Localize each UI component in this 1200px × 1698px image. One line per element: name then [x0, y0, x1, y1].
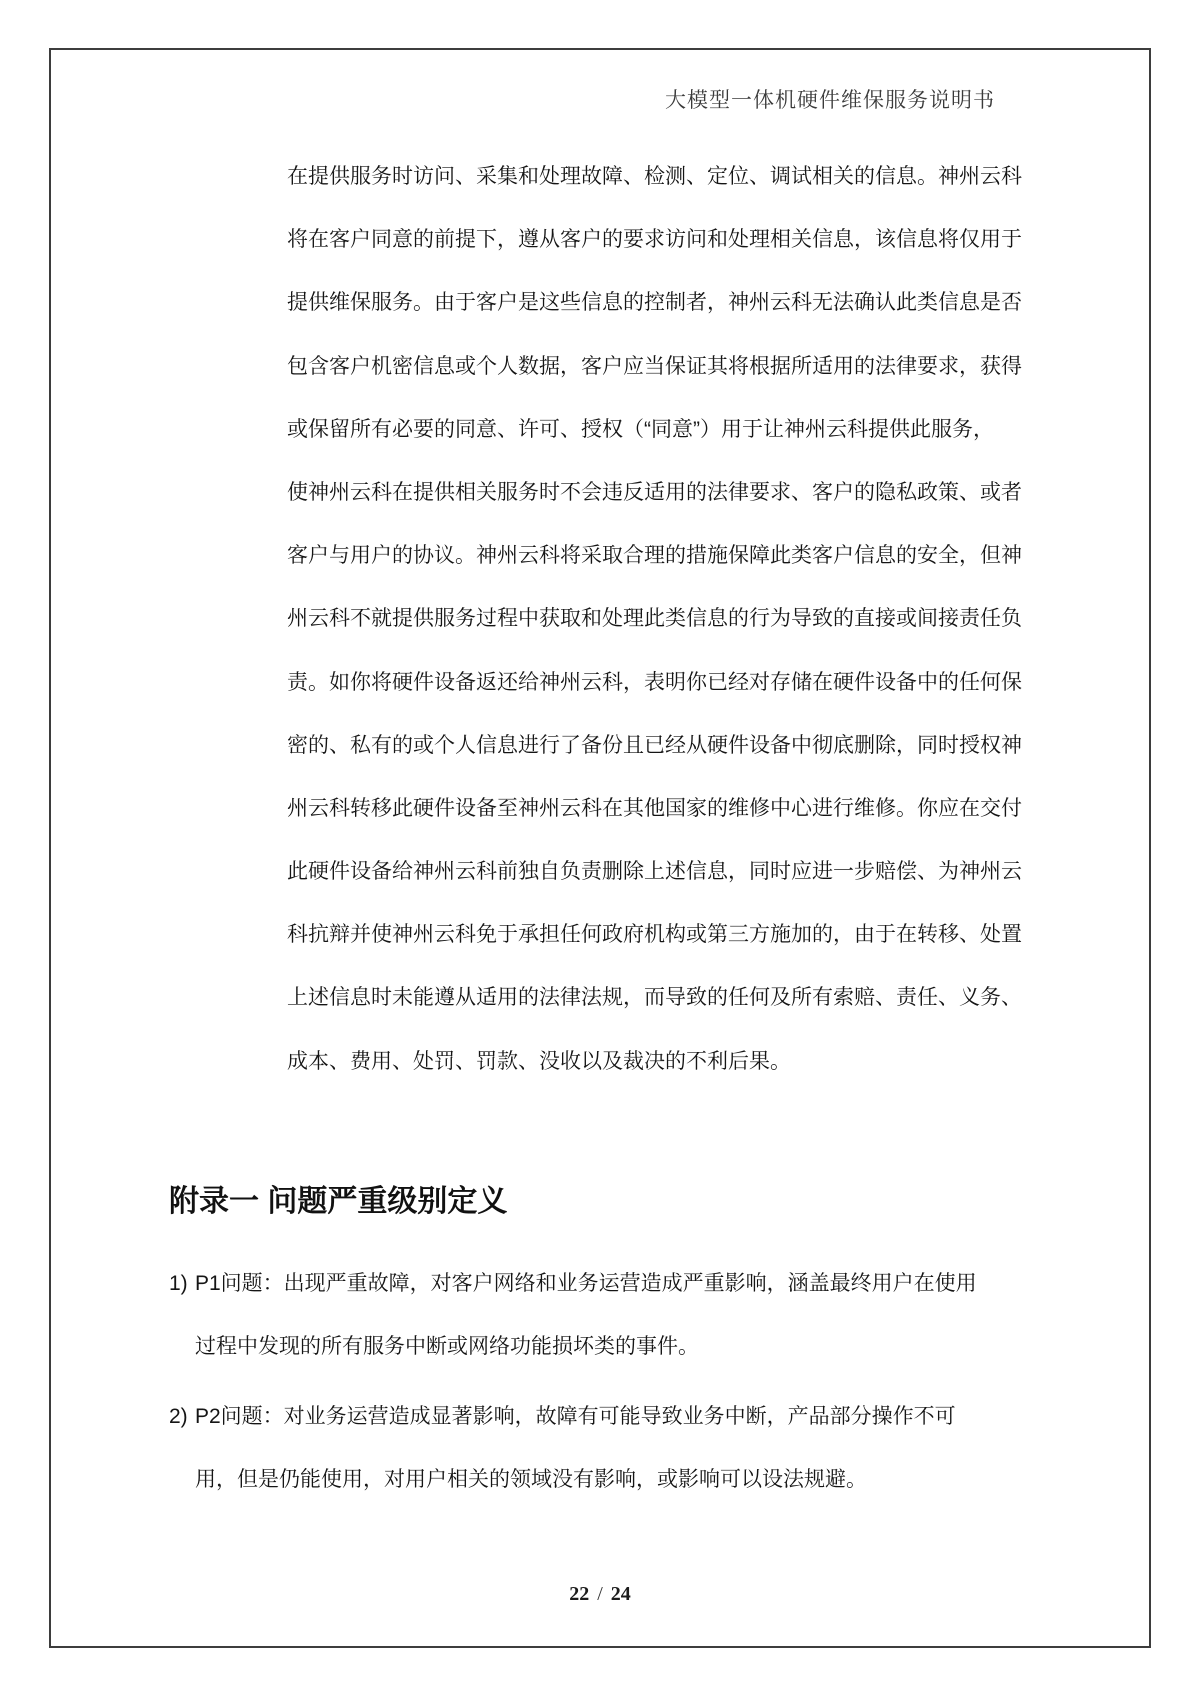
paragraph-line: 此硬件设备给神州云科前独自负责删除上述信息，同时应进一步赔偿、为神州云 — [287, 860, 1022, 884]
paragraph-line: 将在客户同意的前提下，遵从客户的要求访问和处理相关信息，该信息将仅用于 — [287, 228, 1022, 252]
total-page-number: 24 — [610, 1583, 631, 1605]
page-number-footer — [0, 1583, 1200, 1606]
paragraph-line: 在提供服务时访问、采集和处理故障、检测、定位、调试相关的信息。神州云科 — [287, 165, 1022, 188]
paragraph-line: 州云科不就提供服务过程中获取和处理此类信息的行为导致的直接或间接责任负 — [287, 607, 1022, 631]
paragraph-line: 密的、私有的或个人信息进行了备份且已经从硬件设备中彻底删除，同时授权神 — [287, 733, 1022, 757]
paragraph-line: 使神州云科在提供相关服务时不会违反适用的法律要求、客户的隐私政策、或者 — [287, 480, 1022, 504]
paragraph-line: 上述信息时未能遵从适用的法律法规，而导致的任何及所有索赔、责任、义务、 — [287, 986, 1022, 1010]
list-item-number: 2) — [169, 1405, 188, 1428]
list-item-number: 1) — [169, 1272, 188, 1295]
current-page-number: 22 — [569, 1583, 590, 1605]
list-item-line: 过程中发现的所有服务中断或网络功能损坏类的事件。 — [195, 1335, 699, 1359]
paragraph-line: 州云科转移此硬件设备至神州云科在其他国家的维修中心进行维修。你应在交付 — [287, 796, 1022, 820]
paragraph-line: 科抗辩并使神州云科免于承担任何政府机构或第三方施加的，由于在转移、处置 — [287, 923, 1022, 947]
list-item-p2 — [169, 1385, 1014, 1511]
list-item-line: P2问题：对业务运营造成显著影响，故障有可能导致业务中断，产品部分操作不可 — [195, 1405, 956, 1428]
appendix-heading: 附录一 问题严重级别定义 — [169, 1185, 508, 1218]
document-header-title: 大模型一体机硬件维保服务说明书 — [665, 88, 995, 112]
paragraph-line: 成本、费用、处罚、罚款、没收以及裁决的不利后果。 — [287, 1049, 791, 1073]
list-item-line: P1问题：出现严重故障，对客户网络和业务运营造成严重影响，涵盖最终用户在使用 — [195, 1272, 977, 1295]
list-item-line: 用，但是仍能使用，对用户相关的领域没有影响，或影响可以设法规避。 — [195, 1468, 867, 1492]
paragraph-line: 客户与用户的协议。神州云科将采取合理的措施保障此类客户信息的安全，但神 — [287, 544, 1022, 568]
paragraph-line: 提供维保服务。由于客户是这些信息的控制者，神州云科无法确认此类信息是否 — [287, 291, 1022, 315]
body-paragraph — [287, 145, 1022, 1093]
paragraph-line: 包含客户机密信息或个人数据，客户应当保证其将根据所适用的法律要求，获得 — [287, 354, 1022, 378]
paragraph-line: 责。如你将硬件设备返还给神州云科，表明你已经对存储在硬件设备中的任何保 — [287, 670, 1022, 694]
page-number-separator: / — [597, 1583, 603, 1605]
list-item-p1 — [169, 1252, 1014, 1378]
paragraph-line: 或保留所有必要的同意、许可、授权（“同意”）用于让神州云科提供此服务， — [287, 417, 994, 441]
